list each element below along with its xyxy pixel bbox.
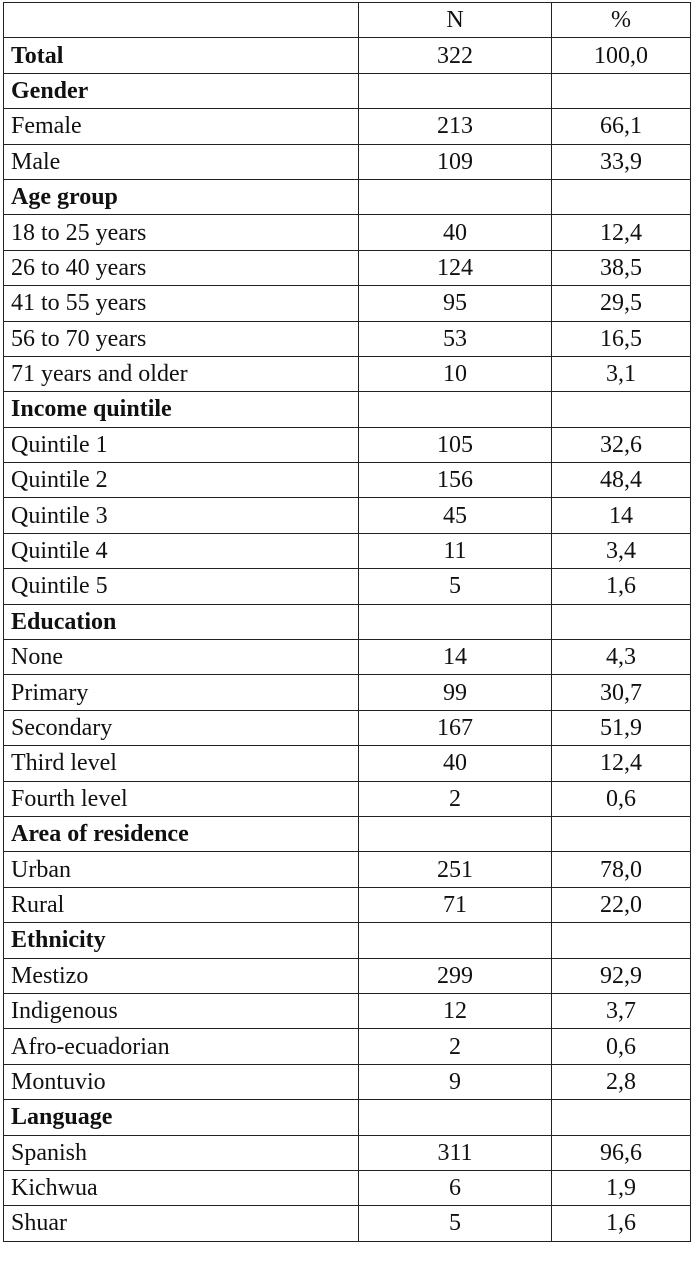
row-n-cell: 213 (359, 109, 552, 144)
row-n-cell: 2 (359, 1029, 552, 1064)
row-label-cell: Quintile 2 (4, 463, 359, 498)
row-n-cell: 9 (359, 1064, 552, 1099)
row-label-cell: Quintile 1 (4, 427, 359, 462)
row-n-cell: 311 (359, 1135, 552, 1170)
row-label-cell: Rural (4, 887, 359, 922)
section-title-cell: Education (4, 604, 359, 639)
row-label-cell: Mestizo (4, 958, 359, 993)
row-label-cell: Afro-ecuadorian (4, 1029, 359, 1064)
table-row (4, 533, 691, 568)
header-n-cell: N (359, 3, 552, 38)
row-percent-cell: 3,7 (552, 993, 691, 1028)
section-row-language (4, 1100, 691, 1135)
row-label-cell: 18 to 25 years (4, 215, 359, 250)
section-row-gender (4, 73, 691, 108)
empty-cell (552, 392, 691, 427)
row-percent-cell: 2,8 (552, 1064, 691, 1099)
empty-cell (359, 179, 552, 214)
row-n-cell: 124 (359, 250, 552, 285)
section-title-cell: Ethnicity (4, 923, 359, 958)
row-percent-cell: 33,9 (552, 144, 691, 179)
row-label-cell: Secondary (4, 710, 359, 745)
row-n-cell: 167 (359, 710, 552, 745)
empty-cell (552, 179, 691, 214)
row-label-cell: Female (4, 109, 359, 144)
section-title-cell: Gender (4, 73, 359, 108)
row-n-cell: 156 (359, 463, 552, 498)
row-label-cell: 56 to 70 years (4, 321, 359, 356)
row-percent-cell: 3,1 (552, 356, 691, 391)
table-row (4, 1170, 691, 1205)
row-label-cell: Shuar (4, 1206, 359, 1241)
table-row (4, 993, 691, 1028)
row-label-cell: Kichwua (4, 1170, 359, 1205)
row-n-cell: 14 (359, 640, 552, 675)
row-n-cell: 40 (359, 746, 552, 781)
demographics-table (3, 2, 691, 1242)
table-row (4, 427, 691, 462)
empty-cell (359, 923, 552, 958)
demographics-table-container (3, 2, 691, 1242)
empty-cell (552, 604, 691, 639)
row-n-cell: 109 (359, 144, 552, 179)
row-n-cell: 53 (359, 321, 552, 356)
row-n-cell: 251 (359, 852, 552, 887)
section-row-ethnicity (4, 923, 691, 958)
row-label-cell: Quintile 4 (4, 533, 359, 568)
table-row (4, 286, 691, 321)
section-title-cell: Language (4, 1100, 359, 1135)
empty-cell (359, 1100, 552, 1135)
table-row (4, 569, 691, 604)
section-row-age-group (4, 179, 691, 214)
header-row (4, 3, 691, 38)
header-label-cell (4, 3, 359, 38)
section-row-education (4, 604, 691, 639)
row-n-cell: 95 (359, 286, 552, 321)
row-label-cell: Spanish (4, 1135, 359, 1170)
row-percent-cell: 12,4 (552, 746, 691, 781)
row-label-cell: Urban (4, 852, 359, 887)
row-n-cell: 6 (359, 1170, 552, 1205)
row-percent-cell: 1,6 (552, 1206, 691, 1241)
table-row (4, 640, 691, 675)
total-row (4, 38, 691, 73)
empty-cell (359, 392, 552, 427)
row-percent-cell: 66,1 (552, 109, 691, 144)
row-n-cell: 99 (359, 675, 552, 710)
row-percent-cell: 96,6 (552, 1135, 691, 1170)
row-label-cell: Male (4, 144, 359, 179)
table-row (4, 746, 691, 781)
table-row (4, 321, 691, 356)
row-n-cell: 5 (359, 1206, 552, 1241)
row-label-cell: Indigenous (4, 993, 359, 1028)
empty-cell (359, 604, 552, 639)
total-n-cell: 322 (359, 38, 552, 73)
row-n-cell: 11 (359, 533, 552, 568)
row-percent-cell: 1,9 (552, 1170, 691, 1205)
table-row (4, 498, 691, 533)
row-percent-cell: 3,4 (552, 533, 691, 568)
section-row-area-of-residence (4, 816, 691, 851)
table-row (4, 887, 691, 922)
row-percent-cell: 0,6 (552, 1029, 691, 1064)
row-n-cell: 5 (359, 569, 552, 604)
row-n-cell: 2 (359, 781, 552, 816)
empty-cell (552, 816, 691, 851)
row-percent-cell: 32,6 (552, 427, 691, 462)
row-label-cell: Montuvio (4, 1064, 359, 1099)
row-n-cell: 10 (359, 356, 552, 391)
table-row (4, 852, 691, 887)
row-label-cell: Third level (4, 746, 359, 781)
table-row (4, 250, 691, 285)
table-row (4, 781, 691, 816)
section-title-cell: Age group (4, 179, 359, 214)
row-n-cell: 299 (359, 958, 552, 993)
row-percent-cell: 29,5 (552, 286, 691, 321)
row-label-cell: Quintile 3 (4, 498, 359, 533)
table-body (4, 3, 691, 1242)
row-percent-cell: 0,6 (552, 781, 691, 816)
row-label-cell: None (4, 640, 359, 675)
row-n-cell: 12 (359, 993, 552, 1028)
total-label-cell: Total (4, 38, 359, 73)
empty-cell (359, 73, 552, 108)
row-percent-cell: 48,4 (552, 463, 691, 498)
table-row (4, 109, 691, 144)
row-percent-cell: 4,3 (552, 640, 691, 675)
table-row (4, 215, 691, 250)
empty-cell (552, 73, 691, 108)
row-label-cell: 26 to 40 years (4, 250, 359, 285)
empty-cell (552, 923, 691, 958)
row-percent-cell: 38,5 (552, 250, 691, 285)
row-n-cell: 40 (359, 215, 552, 250)
row-percent-cell: 16,5 (552, 321, 691, 356)
section-row-income-quintile (4, 392, 691, 427)
row-label-cell: 41 to 55 years (4, 286, 359, 321)
table-row (4, 1064, 691, 1099)
row-percent-cell: 78,0 (552, 852, 691, 887)
row-percent-cell: 92,9 (552, 958, 691, 993)
section-title-cell: Income quintile (4, 392, 359, 427)
row-label-cell: Quintile 5 (4, 569, 359, 604)
row-percent-cell: 12,4 (552, 215, 691, 250)
header-percent-cell: % (552, 3, 691, 38)
row-percent-cell: 14 (552, 498, 691, 533)
row-n-cell: 45 (359, 498, 552, 533)
table-row (4, 958, 691, 993)
row-percent-cell: 51,9 (552, 710, 691, 745)
row-percent-cell: 22,0 (552, 887, 691, 922)
row-label-cell: 71 years and older (4, 356, 359, 391)
row-percent-cell: 30,7 (552, 675, 691, 710)
table-row (4, 675, 691, 710)
row-label-cell: Primary (4, 675, 359, 710)
empty-cell (359, 816, 552, 851)
table-row (4, 356, 691, 391)
row-percent-cell: 1,6 (552, 569, 691, 604)
row-n-cell: 71 (359, 887, 552, 922)
empty-cell (552, 1100, 691, 1135)
row-label-cell: Fourth level (4, 781, 359, 816)
row-n-cell: 105 (359, 427, 552, 462)
table-row (4, 1206, 691, 1241)
section-title-cell: Area of residence (4, 816, 359, 851)
table-row (4, 1135, 691, 1170)
table-row (4, 710, 691, 745)
total-percent-cell: 100,0 (552, 38, 691, 73)
table-row (4, 144, 691, 179)
table-row (4, 1029, 691, 1064)
table-row (4, 463, 691, 498)
